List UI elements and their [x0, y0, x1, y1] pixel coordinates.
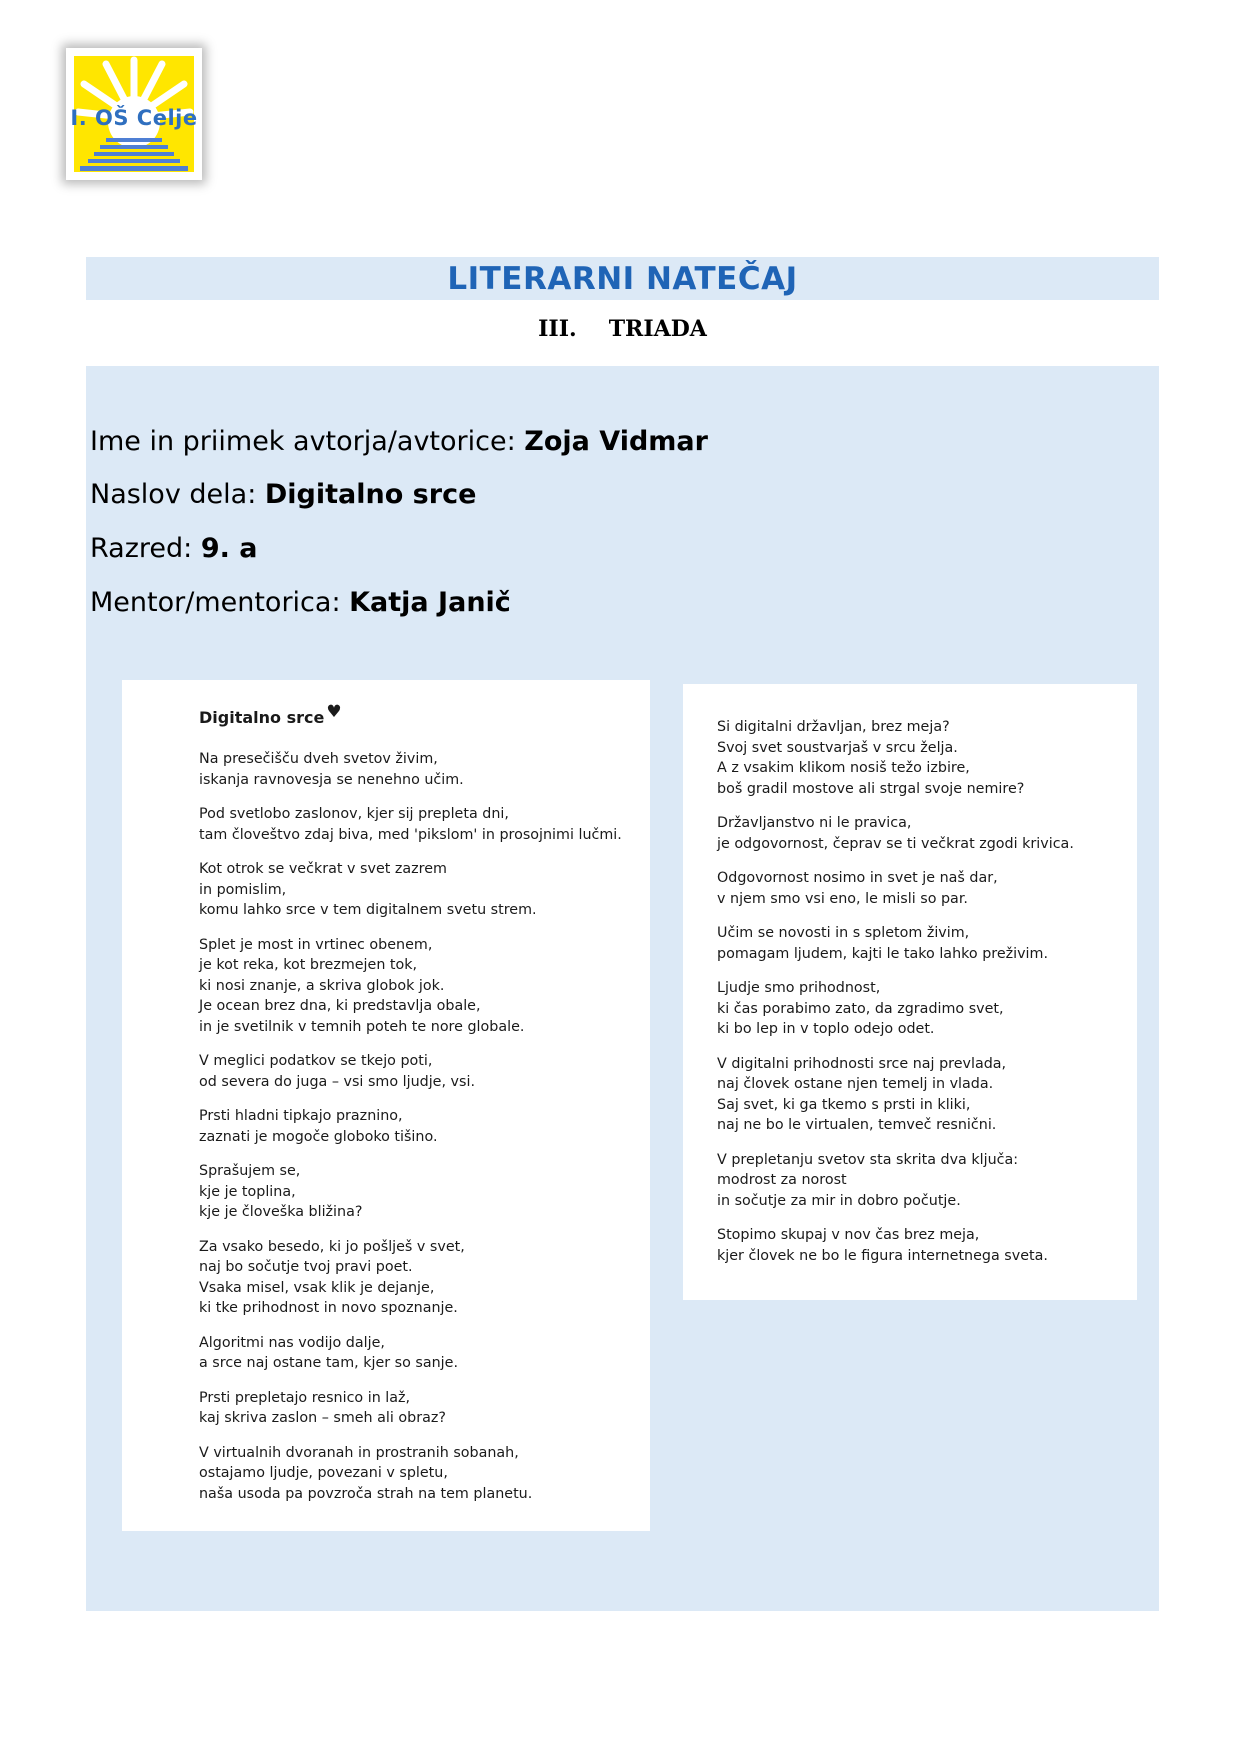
poem-stanza: [717, 813, 1074, 854]
poem-stanza: [199, 1051, 622, 1092]
poem-stanzas-right: [717, 717, 1074, 1280]
work-title-row: [90, 481, 476, 508]
poem-line: tam človeštvo zdaj biva, med 'pikslom' in prosojnimi lučmi.: [199, 826, 622, 843]
mentor-label: Mentor/mentorica:: [90, 587, 350, 618]
author-value: Zoja Vidmar: [524, 426, 708, 457]
subtitle-level: III.: [538, 316, 577, 342]
poem-line: iskanja ravnovesja se nenehno učim.: [199, 771, 464, 788]
author-label: Ime in priimek avtorja/avtorice:: [90, 426, 525, 457]
poem-line: Stopimo skupaj v nov čas brez meja,: [717, 1227, 980, 1243]
page-title: LITERARNI NATEČAJ: [447, 260, 798, 297]
poem-line: a srce naj ostane tam, kjer so sanje.: [199, 1355, 458, 1371]
author-row: [90, 428, 708, 455]
poem-stanza: [717, 1150, 1074, 1212]
poem-stanza: [199, 859, 622, 921]
poem-line: V virtualnih dvoranah in prostranih sobanah,: [199, 1444, 519, 1461]
logo-text: I. OŠ Celje: [70, 106, 198, 130]
work-title-value: Digitalno srce: [264, 479, 477, 510]
poem-stanza: [199, 1443, 622, 1505]
poem-line: ki nosi znanje, a skriva globok jok.: [199, 977, 445, 994]
poem-stanza: [199, 1237, 622, 1319]
poem-line: V digitalni prihodnosti srce naj prevlada,: [717, 1055, 1007, 1072]
poem-line: Na presečišču dveh svetov živim,: [199, 751, 438, 767]
poem-line: Odgovornost nosimo in svet je naš dar,: [717, 870, 998, 886]
poem-line: V prepletanju svetov sta skrita dva ključa:: [717, 1151, 1019, 1168]
poem-line: boš gradil mostove ali strgal svoje nemire?: [717, 780, 1025, 797]
heart-icon: ♥: [326, 702, 342, 722]
poem-page-right: [683, 684, 1137, 1300]
poem-line: Je ocean brez dna, ki predstavlja obale,: [199, 998, 481, 1014]
mentor-value: Katja Janič: [349, 587, 511, 618]
poem-line: Si digitalni državljan, brez meja?: [717, 719, 950, 735]
poem-line: naj ne bo le virtualen, temveč resnični.: [717, 1117, 997, 1133]
poem-line: kje je človeška bližina?: [199, 1204, 363, 1220]
poem-stanza: [717, 923, 1074, 964]
class-row: [90, 535, 258, 562]
poem-stanza: [717, 978, 1074, 1040]
poem-line: je odgovornost, čeprav se ti večkrat zgodi krivica.: [717, 835, 1074, 852]
poem-line: ostajamo ljudje, povezani v spletu,: [199, 1465, 448, 1481]
poem-line: zaznati je mogoče globoko tišino.: [199, 1128, 438, 1145]
poem-line: naša usoda pa povzroča strah na tem planetu.: [199, 1485, 533, 1502]
poem-stanza: [717, 868, 1074, 909]
poem-line: kje je toplina,: [199, 1183, 296, 1200]
poem-line: kjer človek ne bo le figura internetnega sveta.: [717, 1247, 1048, 1264]
poem-stanza: [717, 1225, 1074, 1266]
poem-stanza: [199, 1333, 622, 1374]
poem-line: Vsaka misel, vsak klik je dejanje,: [199, 1279, 435, 1296]
title-bar: [86, 257, 1159, 300]
poem-title: [199, 702, 342, 729]
poem-line: A z vsakim klikom nosiš težo izbire,: [717, 760, 970, 776]
poem-line: v njem smo vsi eno, le misli so par.: [717, 890, 968, 907]
poem-line: Svoj svet soustvarjaš v srcu želja.: [717, 739, 958, 756]
poem-line: in sočutje za mir in dobro počutje.: [717, 1192, 961, 1209]
poem-line: naj bo sočutje tvoj pravi poet.: [199, 1259, 413, 1275]
poem-line: ki bo lep in v toplo odejo odet.: [717, 1021, 935, 1037]
poem-stanza: [199, 935, 622, 1038]
poem-stanza: [717, 1054, 1074, 1136]
poem-line: naj človek ostane njen temelj in vlada.: [717, 1076, 994, 1092]
poem-stanza: [199, 1161, 622, 1223]
poem-line: ki čas porabimo zato, da zgradimo svet,: [717, 1000, 1004, 1017]
poem-line: Kot otrok se večkrat v svet zazrem: [199, 861, 447, 877]
poem-line: Prsti hladni tipkajo praznino,: [199, 1108, 403, 1124]
poem-line: komu lahko srce v tem digitalnem svetu strem.: [199, 902, 537, 918]
mentor-row: [90, 589, 511, 616]
work-title-label: Naslov dela:: [90, 479, 265, 510]
poem-stanzas-left: [199, 749, 622, 1518]
poem-line: Za vsako besedo, ki jo pošlješ v svet,: [199, 1238, 465, 1255]
poem-line: Splet je most in vrtinec obenem,: [199, 936, 433, 953]
poem-stanza: [199, 804, 622, 845]
poem-line: Ljudje smo prihodnost,: [717, 980, 881, 996]
class-value: 9. a: [200, 533, 258, 564]
poem-page-left: [122, 680, 650, 1531]
page-subtitle: [86, 316, 1159, 342]
poem-line: Algoritmi nas vodijo dalje,: [199, 1334, 385, 1351]
poem-line: Saj svet, ki ga tkemo s prsti in kliki,: [717, 1096, 971, 1113]
poem-line: in pomislim,: [199, 881, 287, 898]
poem-line: je kot reka, kot brezmejen tok,: [199, 957, 418, 973]
class-label: Razred:: [90, 533, 201, 564]
poem-line: Prsti prepletajo resnico in laž,: [199, 1389, 411, 1406]
poem-line: kaj skriva zaslon – smeh ali obraz?: [199, 1410, 446, 1426]
poem-line: V meglici podatkov se tkejo poti,: [199, 1053, 433, 1069]
poem-line: od severa do juga – vsi smo ljudje, vsi.: [199, 1073, 475, 1090]
poem-line: Učim se novosti in s spletom živim,: [717, 925, 970, 941]
poem-stanza: [717, 717, 1074, 799]
poem-stanza: [199, 1106, 622, 1147]
poem-line: Pod svetlobo zaslonov, kjer sij prepleta dni,: [199, 806, 509, 822]
school-logo: [66, 48, 202, 180]
poem-title-text: Digitalno srce: [199, 708, 325, 727]
poem-stanza: [199, 749, 622, 790]
poem-line: in je svetilnik v temnih poteh te nore globale.: [199, 1018, 525, 1035]
poem-line: Državljanstvo ni le pravica,: [717, 815, 912, 831]
poem-stanza: [199, 1388, 622, 1429]
poem-line: modrost za norost: [717, 1172, 847, 1188]
poem-line: ki tke prihodnost in novo spoznanje.: [199, 1300, 458, 1316]
poem-line: pomagam ljudem, kajti le tako lahko preživim.: [717, 945, 1049, 962]
poem-line: Sprašujem se,: [199, 1163, 301, 1179]
subtitle-triad: TRIADA: [608, 316, 707, 342]
